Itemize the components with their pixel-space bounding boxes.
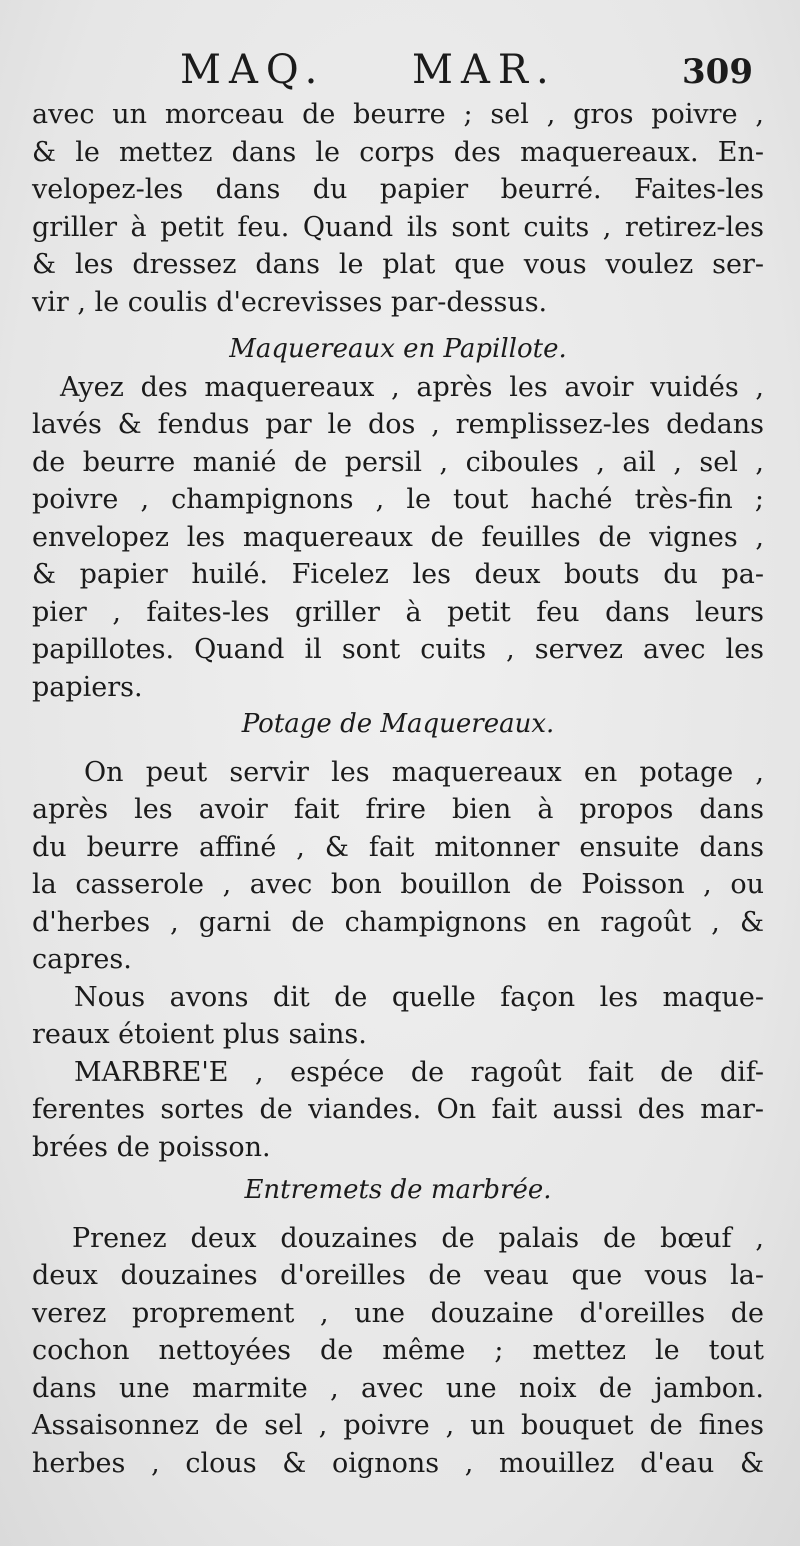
text-line: & le mettez dans le corps des maquereaux. En- xyxy=(32,136,764,168)
text-line: & les dressez dans le plat que vous voulez ser- xyxy=(32,249,764,280)
text-line: brées de poisson. xyxy=(32,1131,271,1163)
health-note-paragraph xyxy=(32,979,764,1054)
text-line: griller à petit feu. Quand ils sont cuits , retirez-les xyxy=(32,211,764,243)
text-line: & papier huilé. Ficelez les deux bouts du pa- xyxy=(32,559,764,590)
text-line: verez proprement , une douzaine d'oreilles de xyxy=(32,1297,764,1329)
section-heading: Maquereaux en Papillote. xyxy=(229,334,567,364)
text-line: vir , le coulis d'ecrevisses par-dessus. xyxy=(32,286,548,318)
header-left-word: MAQ. xyxy=(180,47,326,93)
text-line: On peut servir les maquereaux en potage , xyxy=(84,756,764,788)
text-line: la casserole , avec bon bouillon de Poisson , ou xyxy=(32,869,764,900)
text-line: velopez-les dans du papier beurré. Faites-les xyxy=(32,174,764,205)
text-line: d'herbes , garni de champignons en ragoût , & xyxy=(32,906,764,938)
text-line: poivre , champignons , le tout haché très-fin ; xyxy=(32,484,764,515)
text-line: Prenez deux douzaines de palais de bœuf , xyxy=(72,1222,764,1254)
page-body xyxy=(32,96,764,1482)
header-right-word: MAR. xyxy=(412,47,557,93)
intro-paragraph xyxy=(32,96,764,321)
section-heading: Entremets de marbrée. xyxy=(244,1175,552,1205)
text-line: dans une marmite , avec une noix de jambon. xyxy=(32,1372,764,1404)
text-line: lavés & fendus par le dos , remplissez-les dedans xyxy=(32,409,764,440)
text-line: Nous avons dit de quelle façon les maque- xyxy=(74,981,764,1013)
text-line: MARBRE'E , espéce de ragoût fait de dif- xyxy=(74,1056,764,1088)
text-line: envelopez les maquereaux de feuilles de vignes , xyxy=(32,521,764,553)
text-line: capres. xyxy=(32,944,132,975)
text-line: de beurre manié de persil , ciboules , ail , sel , xyxy=(32,446,764,478)
entremets-paragraph xyxy=(32,1220,764,1483)
text-line: pier , faites-les griller à petit feu dans leurs xyxy=(32,596,764,628)
text-line: ferentes sortes de viandes. On fait aussi des mar- xyxy=(32,1094,764,1125)
papillote-paragraph xyxy=(32,369,764,707)
text-line: après les avoir fait frire bien à propos dans xyxy=(32,794,764,825)
text-line: Ayez des maquereaux , après les avoir vuidés , xyxy=(60,371,764,403)
text-line: reaux étoient plus sains. xyxy=(32,1019,367,1050)
text-line: papiers. xyxy=(32,671,143,703)
text-line: papillotes. Quand il sont cuits , servez avec les xyxy=(32,634,764,665)
marbree-definition-paragraph xyxy=(32,1054,764,1167)
text-line: avec un morceau de beurre ; sel , gros poivre , xyxy=(32,99,764,130)
page-number: 309 xyxy=(682,52,753,92)
text-line: du beurre affiné , & fait mitonner ensuite dans xyxy=(32,831,764,863)
section-heading: Potage de Maquereaux. xyxy=(241,709,555,739)
text-line: cochon nettoyées de même ; mettez le tout xyxy=(32,1335,764,1366)
text-line: deux douzaines d'oreilles de veau que vous la- xyxy=(32,1260,764,1291)
running-header xyxy=(0,44,800,96)
potage-paragraph xyxy=(32,754,764,979)
text-line: herbes , clous & oignons , mouillez d'eau & xyxy=(32,1447,764,1479)
text-line: Assaisonnez de sel , poivre , un bouquet de fines xyxy=(32,1410,764,1441)
